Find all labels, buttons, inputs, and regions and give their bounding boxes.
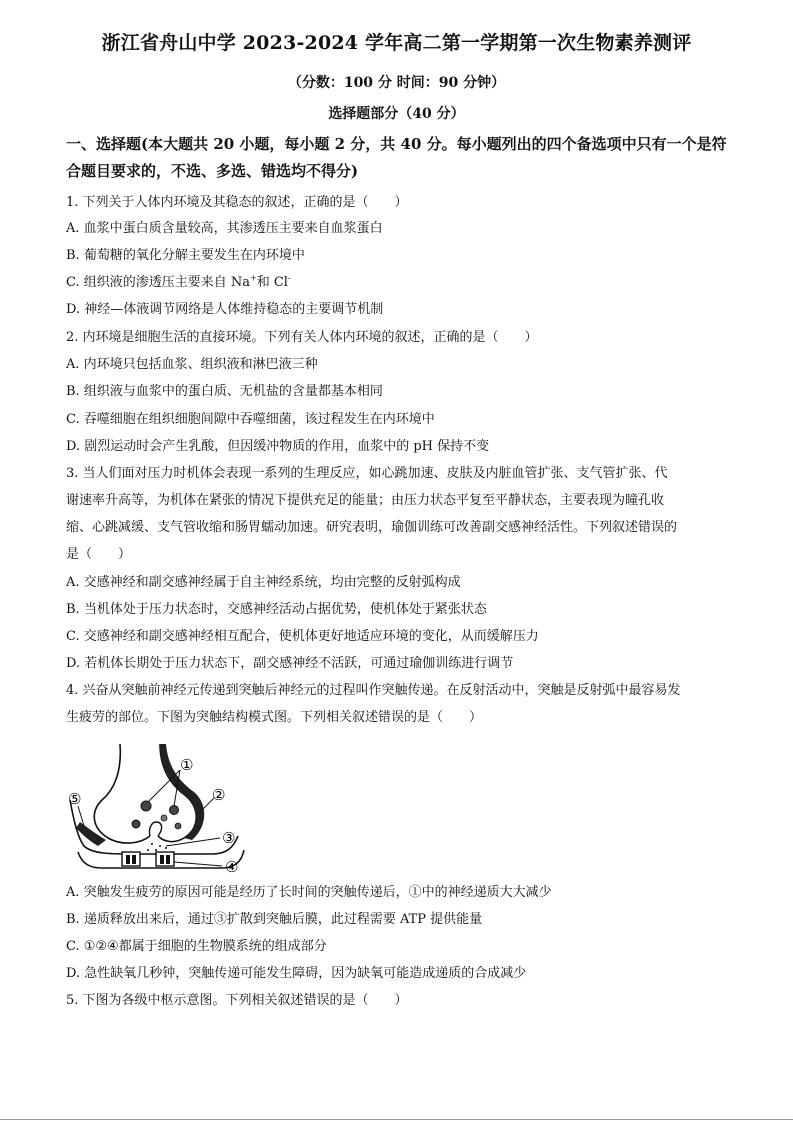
label-1: ① <box>180 756 194 774</box>
q4-option-d: D. 急性缺氧几秒钟，突触传递可能发生障碍，因为缺氧可能造成递质的合成减少 <box>66 966 527 981</box>
q4-stem-line-1: 4. 兴奋从突触前神经元传递到突触后神经元的过程叫作突触传递。在反射活动中，突触是反射弧中最容易发 <box>66 683 681 698</box>
q1-option-d: D. 神经—体液调节网络是人体维持稳态的主要调节机制 <box>66 302 384 317</box>
q4-option-c: C. ①②④都属于细胞的生物膜系统的组成部分 <box>66 939 327 954</box>
q3-stem-line-3: 缩、心跳减缓、支气管收缩和肠胃蠕动加速。研究表明，瑜伽训练可改善副交感神经活性。下列叙述错误的 <box>66 520 678 535</box>
label-4: ④ <box>225 858 239 876</box>
q4-stem-line-2: 生疲劳的部位。下图为突触结构模式图。下列相关叙述错误的是（ ） <box>66 710 483 725</box>
synapse-diagram <box>62 742 282 878</box>
q3-stem-line-1: 3. 当人们面对压力时机体会表现一系列的生理反应，如心跳加速、皮肤及内脏血管扩张、支气管扩张、代 <box>66 466 668 481</box>
q1-option-c-superscript: + <box>250 273 257 283</box>
q2-option-d: D. 剧烈运动时会产生乳酸，但因缓冲物质的作用，血浆中的 pH 保持不变 <box>66 439 490 454</box>
exocytosis-pocket <box>149 822 161 836</box>
q3-stem-line-4: 是（ ） <box>66 547 132 562</box>
q5-stem: 5. 下图为各级中枢示意图。下列相关叙述错误的是（ ） <box>66 993 408 1008</box>
label-5: ⑤ <box>68 790 82 808</box>
q3-option-d: D. 若机体长期处于压力状态下，副交感神经不活跃，可通过瑜伽训练进行调节 <box>66 656 514 671</box>
q1-option-c <box>66 273 736 293</box>
q3-option-b: B. 当机体处于压力状态时，交感神经活动占据优势，使机体处于紧张状态 <box>66 602 487 617</box>
q2-option-a: A. 内环境只包括血浆、组织液和淋巴液三种 <box>66 357 318 372</box>
q4-option-b: B. 递质释放出来后，通过③扩散到突触后膜，此过程需要 ATP 提供能量 <box>66 912 483 927</box>
q1-option-b: B. 葡萄糖的氧化分解主要发生在内环境中 <box>66 248 305 263</box>
q2-option-b: B. 组织液与血浆中的蛋白质、无机盐的含量都基本相同 <box>66 384 383 399</box>
exam-title: 浙江省舟山中学 2023-2024 学年高二第一学期第一次生物素养测评 <box>101 32 692 54</box>
q1-option-c-text-2: 和 Cl <box>256 275 288 290</box>
q1-option-c-superscript-2: - <box>287 273 291 283</box>
presynaptic-membrane-left <box>94 744 150 843</box>
section-heading: 选择题部分（40 分） <box>328 106 465 122</box>
postsynaptic-membrane-outer <box>70 800 238 854</box>
q3-option-a: A. 交感神经和副交感神经属于自主神经系统，均由完整的反射弧构成 <box>66 575 461 590</box>
label-2: ② <box>212 786 226 804</box>
q3-option-c: C. 交感神经和副交感神经相互配合，使机体更好地适应环境的变化，从而缓解压力 <box>66 629 539 644</box>
label-3: ③ <box>222 829 236 847</box>
exam-score-time: （分数：100 分 时间：90 分钟） <box>287 75 506 91</box>
q1-stem: 1. 下列关于人体内环境及其稳态的叙述，正确的是（ ） <box>66 195 408 210</box>
q4-option-a: A. 突触发生疲劳的原因可能是经历了长时间的突触传递后，①中的神经递质大大减少 <box>66 885 552 900</box>
q2-stem: 2. 内环境是细胞生活的直接环境。下列有关人体内环境的叙述，正确的是（ ） <box>66 330 538 345</box>
q3-stem-line-2: 谢速率升高等，为机体在紧张的情况下提供充足的能量；由压力状态平复至平静状态，主要表现为瞳孔收 <box>66 493 665 508</box>
q1-option-a: A. 血浆中蛋白质含量较高，其渗透压主要来自血浆蛋白 <box>66 221 383 236</box>
q1-option-c-text: C. 组织液的渗透压主要来自 Na <box>66 275 251 290</box>
section-instructions: 一、选择题(本大题共 20 小题，每小题 2 分，共 40 分。每小题列出的四个备选项中只有一个是符合题目要求的，不选、多选、错选均不得分) <box>66 135 727 180</box>
neurotransmitter-dots <box>147 843 167 851</box>
page-bottom-rule <box>0 1119 793 1120</box>
q2-option-c: C. 吞噬细胞在组织细胞间隙中吞噬细菌，该过程发生在内环境中 <box>66 412 435 427</box>
